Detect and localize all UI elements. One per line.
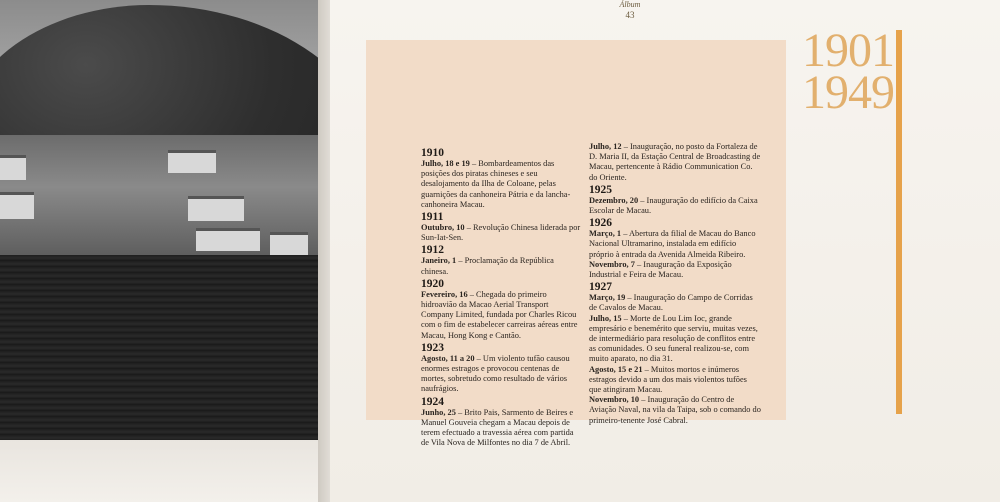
period-end-year: 1949	[802, 66, 894, 119]
timeline-entry	[421, 408, 582, 449]
timeline-entry	[421, 159, 582, 210]
timeline-entry	[589, 142, 761, 183]
entry-text: – Inauguração do edifício da Caixa Escolar de Macau.	[589, 195, 758, 216]
timeline-entry	[589, 314, 761, 365]
album-label: Álbum	[619, 0, 641, 9]
entry-date: Janeiro, 1	[421, 256, 457, 266]
timeline-column-left	[421, 146, 582, 448]
entry-date: Novembro, 10	[589, 395, 640, 405]
entry-date: Julho, 18 e 19	[421, 159, 470, 168]
entry-text: – Brito Pais, Sarmento de Beires e Manuel Gouveia chegam a Macau depois de terem efectuado a travessia aérea com partida de Vila Nova de Milfontes no dia 7 de Abril.	[421, 407, 574, 448]
entry-text: – Inauguração do Campo de Corridas de Cavalos de Macau.	[589, 293, 753, 313]
entry-text: – Morte de Lou Lim Ioc, grande empresário e benemérito que serviu, muitas vezes, de intermediário para resolução de conflitos entre as comunidades. O seu funeral realizou-se, com muito aparato, no dia 31.	[589, 313, 758, 364]
historical-photograph	[0, 0, 322, 440]
entry-date: Junho, 25	[421, 407, 456, 417]
entry-date: Março, 19	[589, 293, 626, 303]
period-start-year: 1901	[802, 24, 894, 77]
timeline-year: 1925	[589, 183, 612, 196]
entry-date: Agosto, 11 a 20	[421, 353, 475, 363]
entry-text: – Proclamação da República chinesa.	[421, 256, 554, 276]
timeline-entry	[589, 196, 761, 216]
entry-text: – Abertura da filial de Macau do Banco Nacional Ultramarino, instalada em edifício próprio à entrada da Avenida Almeida Ribeiro.	[589, 229, 756, 259]
entry-date: Julho, 12	[589, 142, 622, 151]
entry-date: Novembro, 7	[589, 259, 635, 269]
timeline-year: 1923	[421, 341, 444, 354]
timeline-entry	[589, 365, 761, 396]
timeline-year: 1911	[421, 211, 444, 224]
timeline-year: 1926	[589, 217, 612, 230]
timeline-entry	[589, 293, 761, 313]
entry-text: – Um violento tufão causou enormes estragos e provocou centenas de mortes, sobretudo como resultado de vários naufrágios.	[421, 353, 570, 394]
entry-text: – Inauguração da Exposição Industrial e Feira de Macau.	[589, 259, 732, 280]
accent-bar	[896, 30, 902, 414]
entry-text: – Inauguração do Centro de Aviação Naval, na vila da Taipa, sob o comando do primeiro-tenente José Cabral.	[589, 395, 761, 425]
period-title	[774, 24, 894, 119]
timeline-entry	[421, 354, 582, 395]
timeline-entry	[421, 290, 582, 341]
timeline-year: 1912	[421, 244, 444, 257]
timeline-entry	[421, 256, 582, 276]
timeline-entry	[589, 229, 761, 260]
timeline-year: 1927	[589, 281, 612, 294]
page-header	[610, 0, 650, 20]
timeline-entry	[421, 223, 582, 243]
left-page	[0, 0, 330, 502]
entry-text: – Muitos mortos e inúmeros estragos devido a um dos mais violentos tufões que atingiram Macau.	[589, 364, 747, 395]
timeline-year: 1920	[421, 277, 444, 290]
entry-date: Outubro, 10	[421, 223, 465, 233]
entry-date: Julho, 15	[589, 313, 622, 323]
entry-text: – Revolução Chinesa liderada por Sun-Iat-Sen.	[421, 223, 581, 243]
entry-date: Agosto, 15 e 21	[589, 364, 643, 374]
entry-date: Março, 1	[589, 229, 622, 239]
entry-date: Fevereiro, 16	[421, 289, 468, 299]
page-number: 43	[625, 10, 635, 20]
entry-text: – Chegada do primeiro hidroavião da Macao Aerial Transport Company Limited, fundada por Charles Ricou com o fim de estabelecer carreiras aéreas entre Macau, Hong Kong e Cantão.	[421, 289, 578, 340]
timeline-year: 1924	[421, 395, 444, 408]
entry-date: Dezembro, 20	[589, 195, 639, 205]
timeline-entry	[589, 395, 761, 426]
entry-text: – Bombardeamentos das posições dos piratas chineses e seu desalojamento da Ilha de Coloane, pelas guarnições da canhoneira Pátria e da lancha-canhoneira Macau.	[421, 159, 571, 209]
entry-text: – Inauguração, no posto da Fortaleza de D. Maria II, da Estação Central de Broadcasting de Macau, pertencente à Rádio Communication Co. do Oriente.	[589, 142, 761, 182]
timeline-column-right	[589, 142, 761, 426]
timeline-entry	[589, 260, 761, 280]
timeline-year: 1910	[421, 147, 444, 159]
